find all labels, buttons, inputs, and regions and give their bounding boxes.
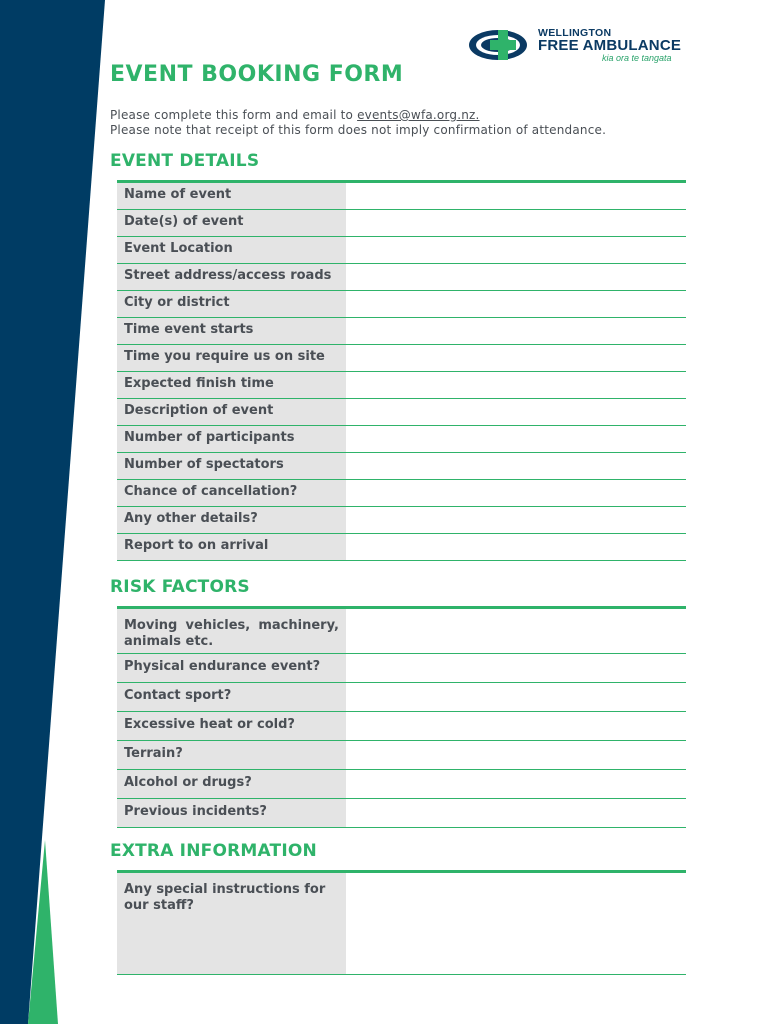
time-on-site-input[interactable] xyxy=(346,345,686,371)
field-label: Event Location xyxy=(117,237,346,263)
field-label: Number of participants xyxy=(117,426,346,452)
form-row xyxy=(117,237,686,264)
field-label: Terrain? xyxy=(117,741,346,769)
side-decoration-band xyxy=(0,0,110,1024)
form-row xyxy=(117,741,686,770)
field-label: Excessive heat or cold? xyxy=(117,712,346,740)
field-label: Time you require us on site xyxy=(117,345,346,371)
form-row xyxy=(117,291,686,318)
section-title-extra-information: EXTRA INFORMATION xyxy=(110,841,317,861)
event-details-table xyxy=(117,180,686,561)
ambulance-cross-icon xyxy=(468,28,530,62)
endurance-input[interactable] xyxy=(346,654,686,682)
form-row xyxy=(117,799,686,828)
intro-text xyxy=(110,108,606,138)
risk-factors-table xyxy=(117,606,686,828)
special-instructions-input[interactable] xyxy=(346,873,686,974)
contact-sport-input[interactable] xyxy=(346,683,686,711)
report-to-input[interactable] xyxy=(346,534,686,560)
name-of-event-input[interactable] xyxy=(346,183,686,209)
form-row xyxy=(117,534,686,561)
time-event-starts-input[interactable] xyxy=(346,318,686,344)
field-label: Street address/access roads xyxy=(117,264,346,290)
field-label: Any special instructions for our staff? xyxy=(117,873,346,974)
extra-information-table xyxy=(117,870,686,975)
page-title: EVENT BOOKING FORM xyxy=(110,62,404,87)
form-row xyxy=(117,210,686,237)
field-label: Expected finish time xyxy=(117,372,346,398)
field-label: Date(s) of event xyxy=(117,210,346,236)
field-label: Moving vehicles, machinery, animals etc. xyxy=(117,609,346,653)
logo-line-1: WELLINGTON xyxy=(538,27,612,39)
form-row xyxy=(117,372,686,399)
logo-line-2: FREE AMBULANCE xyxy=(538,37,682,54)
description-input[interactable] xyxy=(346,399,686,425)
cancellation-input[interactable] xyxy=(346,480,686,506)
form-row xyxy=(117,712,686,741)
dates-of-event-input[interactable] xyxy=(346,210,686,236)
event-location-input[interactable] xyxy=(346,237,686,263)
form-row xyxy=(117,507,686,534)
form-row xyxy=(117,399,686,426)
terrain-input[interactable] xyxy=(346,741,686,769)
wellington-free-ambulance-logo xyxy=(468,24,688,66)
form-row xyxy=(117,873,686,975)
form-row xyxy=(117,183,686,210)
field-label: Alcohol or drugs? xyxy=(117,770,346,798)
field-label: Contact sport? xyxy=(117,683,346,711)
intro-line-1 xyxy=(110,108,606,123)
heat-cold-input[interactable] xyxy=(346,712,686,740)
field-label: Report to on arrival xyxy=(117,534,346,560)
section-title-risk-factors: RISK FACTORS xyxy=(110,577,250,597)
form-row xyxy=(117,480,686,507)
field-label: Chance of cancellation? xyxy=(117,480,346,506)
field-label: Time event starts xyxy=(117,318,346,344)
field-label: Number of spectators xyxy=(117,453,346,479)
logo-tagline: kia ora te tangata xyxy=(602,53,672,63)
other-details-input[interactable] xyxy=(346,507,686,533)
field-label: City or district xyxy=(117,291,346,317)
field-label: Description of event xyxy=(117,399,346,425)
field-label: Physical endurance event? xyxy=(117,654,346,682)
email-link[interactable]: events@wfa.org.nz. xyxy=(357,108,480,122)
form-row xyxy=(117,683,686,712)
form-row xyxy=(117,770,686,799)
alcohol-drugs-input[interactable] xyxy=(346,770,686,798)
field-label: Previous incidents? xyxy=(117,799,346,827)
street-address-input[interactable] xyxy=(346,264,686,290)
field-label: Any other details? xyxy=(117,507,346,533)
form-row xyxy=(117,345,686,372)
form-row xyxy=(117,453,686,480)
intro-line-2: Please note that receipt of this form does not imply confirmation of attendance. xyxy=(110,123,607,137)
form-row xyxy=(117,654,686,683)
form-row xyxy=(117,264,686,291)
moving-vehicles-input[interactable] xyxy=(346,609,686,653)
previous-incidents-input[interactable] xyxy=(346,799,686,827)
section-title-event-details: EVENT DETAILS xyxy=(110,151,260,171)
expected-finish-input[interactable] xyxy=(346,372,686,398)
spectators-input[interactable] xyxy=(346,453,686,479)
form-row xyxy=(117,609,686,654)
field-label: Name of event xyxy=(117,183,346,209)
form-row xyxy=(117,426,686,453)
city-district-input[interactable] xyxy=(346,291,686,317)
form-row xyxy=(117,318,686,345)
participants-input[interactable] xyxy=(346,426,686,452)
intro-prefix: Please complete this form and email to xyxy=(110,108,358,122)
